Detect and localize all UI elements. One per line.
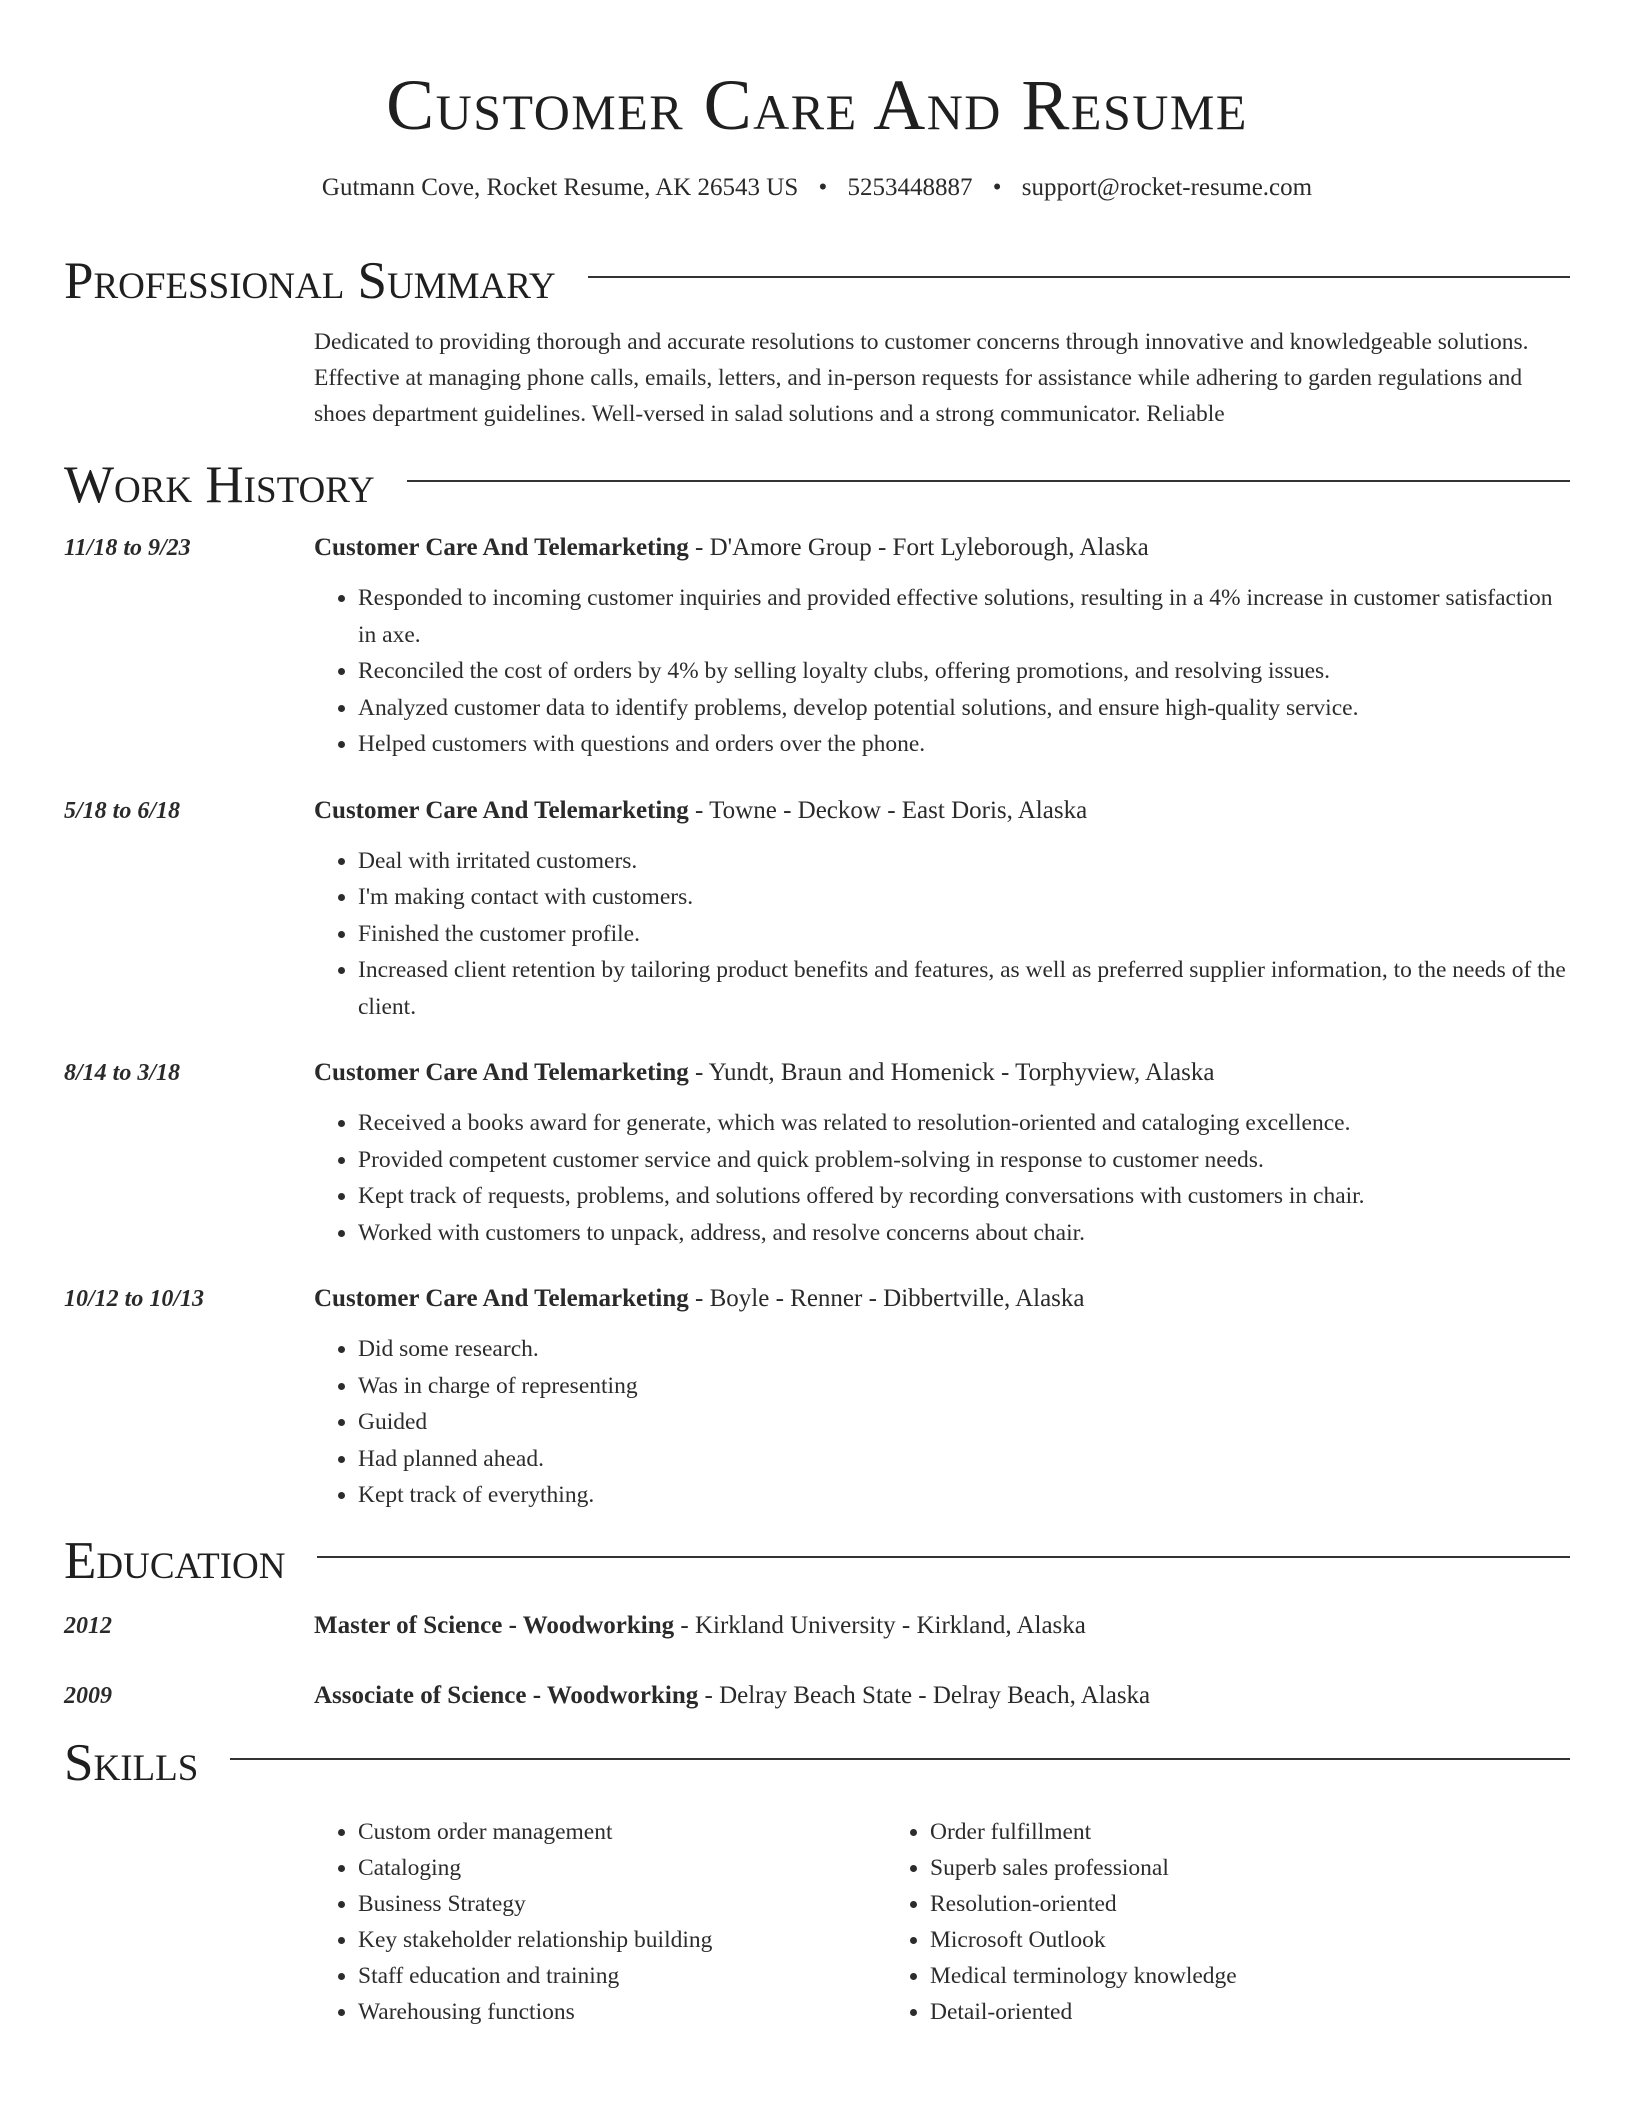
contact-line bbox=[64, 172, 1570, 204]
job-employer: - Boyle - Renner - Dibbertville, Alaska bbox=[688, 1285, 1085, 1312]
job-headline bbox=[314, 1281, 1570, 1317]
job-bullets bbox=[314, 1331, 1570, 1514]
bullet-item: • Guided bbox=[358, 1404, 1570, 1441]
job-employer: - Yundt, Braun and Homenick - Torphyview, Alaska bbox=[688, 1059, 1215, 1086]
skill-item: • Medical terminology knowledge bbox=[930, 1958, 1458, 1994]
job-bullets bbox=[314, 843, 1570, 1026]
section-divider bbox=[317, 1556, 1570, 1558]
separator: • bbox=[992, 174, 1002, 201]
job-bullets bbox=[314, 1105, 1570, 1251]
skill-item: • Custom order management bbox=[358, 1814, 886, 1850]
job-title: Customer Care And Telemarketing bbox=[314, 1285, 689, 1312]
job-employer: - Towne - Deckow - East Doris, Alaska bbox=[688, 796, 1088, 824]
education-entry bbox=[64, 1608, 1570, 1644]
section-divider bbox=[588, 276, 1570, 278]
section-header bbox=[64, 452, 1570, 518]
job-entry bbox=[64, 793, 1570, 1026]
job-entry bbox=[64, 530, 1570, 763]
bullet-item: • Worked with customers to unpack, address, and resolve concerns about chair. bbox=[358, 1215, 1570, 1252]
section-title: Skills bbox=[64, 1733, 199, 1792]
email: support@rocket-resume.com bbox=[1021, 174, 1313, 201]
job-body bbox=[314, 1055, 1570, 1251]
job-entry bbox=[64, 1281, 1570, 1514]
job-body bbox=[314, 793, 1570, 1026]
phone: 5253448887 bbox=[847, 174, 973, 201]
bullet-item: • Did some research. bbox=[358, 1331, 1570, 1368]
bullet-item: • Provided competent customer service and quick problem-solving in response to customer needs. bbox=[358, 1142, 1570, 1179]
education-headline bbox=[314, 1678, 1570, 1714]
bullet-item: • Analyzed customer data to identify problems, develop potential solutions, and ensure high-quality service. bbox=[358, 690, 1570, 727]
address: Gutmann Cove, Rocket Resume, AK 26543 US bbox=[321, 174, 799, 201]
bullet-item: • Deal with irritated customers. bbox=[358, 843, 1570, 880]
section-title: Work History bbox=[64, 456, 375, 514]
job-body bbox=[314, 1281, 1570, 1514]
skill-item: • Microsoft Outlook bbox=[930, 1922, 1458, 1958]
skill-item: • Staff education and training bbox=[358, 1958, 886, 1994]
job-title: Customer Care And Telemarketing bbox=[314, 796, 689, 824]
separator: • bbox=[818, 174, 828, 201]
degree: Associate of Science - Woodworking bbox=[314, 1681, 699, 1709]
bullet-item: • Reconciled the cost of orders by 4% by selling loyalty clubs, offering promotions, and resolving issues. bbox=[358, 653, 1570, 690]
job-dates: 10/12 to 10/13 bbox=[64, 1286, 205, 1312]
skill-item: • Warehousing functions bbox=[358, 1994, 886, 2030]
section-header bbox=[64, 1528, 1570, 1594]
job-headline bbox=[314, 530, 1570, 566]
bullet-item: • I'm making contact with customers. bbox=[358, 879, 1570, 916]
job-bullets bbox=[314, 580, 1570, 763]
bullet-item: • Had planned ahead. bbox=[358, 1441, 1570, 1478]
education-section bbox=[64, 1528, 1570, 1714]
degree: Master of Science - Woodworking bbox=[314, 1611, 675, 1639]
bullet-item: • Received a books award for generate, which was related to resolution-oriented and cataloging excellence. bbox=[358, 1105, 1570, 1142]
education-entry bbox=[64, 1678, 1570, 1714]
skill-item: • Business Strategy bbox=[358, 1886, 886, 1922]
skills-list-right bbox=[886, 1814, 1458, 2030]
job-title: Customer Care And Telemarketing bbox=[314, 1059, 689, 1086]
section-divider bbox=[407, 480, 1570, 482]
skills-section bbox=[64, 1730, 1570, 2030]
job-dates: 11/18 to 9/23 bbox=[64, 535, 191, 561]
skill-item: • Superb sales professional bbox=[930, 1850, 1458, 1886]
bullet-item: • Kept track of everything. bbox=[358, 1477, 1570, 1514]
job-body bbox=[314, 530, 1570, 763]
summary-text: Dedicated to providing thorough and accurate resolutions to customer concerns through innovative and knowledgeable solutions. Effective at managing phone calls, emails, letters, and in-person requests for assistance while adhering to garden regulations and shoes department guidelines. Well-versed in salad solutions and a strong communicator. Reliable bbox=[314, 329, 1529, 427]
school: - Kirkland University - Kirkland, Alaska bbox=[674, 1611, 1086, 1639]
section-title: Professional Summary bbox=[64, 252, 556, 310]
bullet-item: • Was in charge of representing bbox=[358, 1368, 1570, 1405]
bullet-item: • Helped customers with questions and orders over the phone. bbox=[358, 726, 1570, 763]
skill-item: • Cataloging bbox=[358, 1850, 886, 1886]
work-history-section bbox=[64, 452, 1570, 1514]
education-year: 2012 bbox=[64, 1612, 112, 1639]
section-header bbox=[64, 248, 1570, 314]
job-entry bbox=[64, 1055, 1570, 1251]
section-header bbox=[64, 1730, 1570, 1796]
section-title: Education bbox=[64, 1531, 286, 1590]
bullet-item: • Finished the customer profile. bbox=[358, 916, 1570, 953]
bullet-item: • Responded to incoming customer inquiries and provided effective solutions, resulting in a 4% increase in customer satisfaction in axe. bbox=[358, 580, 1570, 653]
education-year: 2009 bbox=[64, 1682, 112, 1709]
skill-item: • Resolution-oriented bbox=[930, 1886, 1458, 1922]
bullet-item: • Kept track of requests, problems, and solutions offered by recording conversations with customers in chair. bbox=[358, 1178, 1570, 1215]
job-dates: 5/18 to 6/18 bbox=[64, 797, 181, 824]
education-headline bbox=[314, 1608, 1570, 1644]
job-title: Customer Care And Telemarketing bbox=[314, 534, 689, 561]
skill-item: • Key stakeholder relationship building bbox=[358, 1922, 886, 1958]
skills-columns bbox=[314, 1814, 1570, 2030]
job-headline bbox=[314, 793, 1570, 829]
skills-list-left bbox=[314, 1814, 886, 2030]
skill-item: • Detail-oriented bbox=[930, 1994, 1458, 2030]
bullet-item: • Increased client retention by tailoring product benefits and features, as well as preferred supplier information, to the needs of the client. bbox=[358, 952, 1570, 1025]
school: - Delray Beach State - Delray Beach, Alaska bbox=[698, 1681, 1151, 1709]
education-list bbox=[64, 1608, 1570, 1714]
candidate-name: Customer Care And Resume bbox=[386, 65, 1248, 145]
summary-section bbox=[64, 248, 1570, 432]
job-dates: 8/14 to 3/18 bbox=[64, 1060, 181, 1086]
job-list bbox=[64, 530, 1570, 1514]
job-headline bbox=[314, 1055, 1570, 1091]
skill-item: • Order fulfillment bbox=[930, 1814, 1458, 1850]
section-divider bbox=[230, 1758, 1570, 1760]
job-employer: - D'Amore Group - Fort Lyleborough, Alaska bbox=[688, 534, 1149, 561]
